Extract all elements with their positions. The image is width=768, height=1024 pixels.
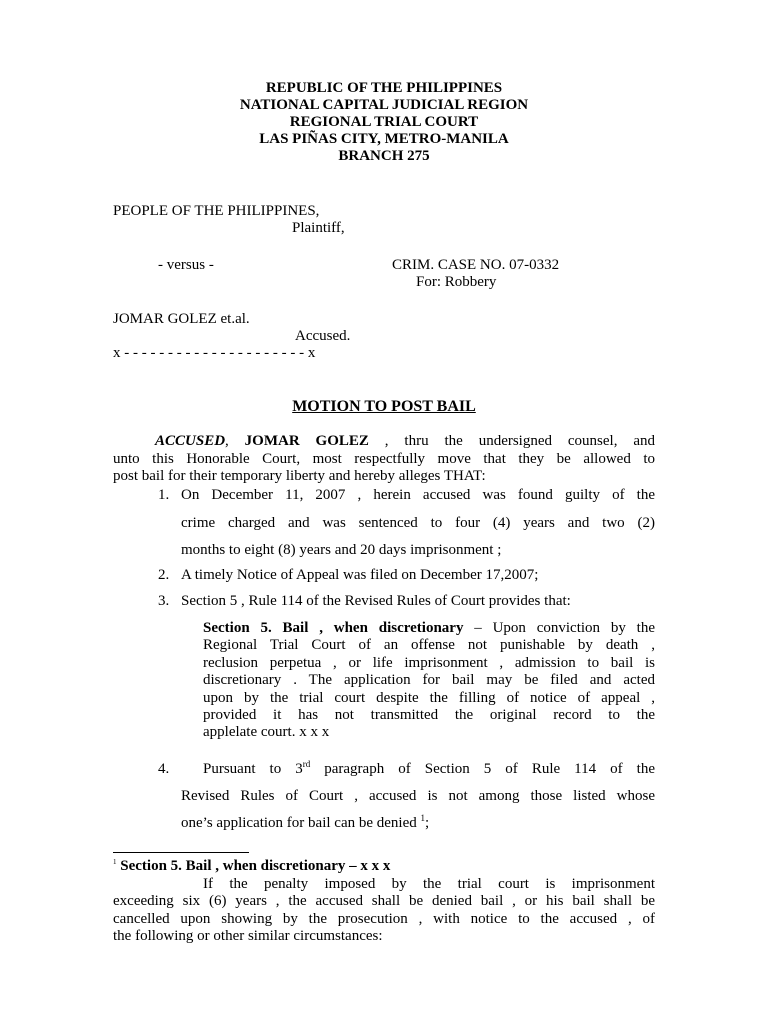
court-city: LAS PIÑAS CITY, METRO-MANILA [259,131,509,147]
item-2-line-1: A timely Notice of Appeal was filed on December 17,2007; [181,567,539,583]
footnote-ref: 1 [420,813,425,823]
court-branch: BRANCH 275 [338,148,430,164]
plaintiff-label: Plaintiff, [292,220,345,236]
footnote-mark: 1 [113,858,117,866]
footnote-line-3: cancelled upon showing by the prosecution , with notice to the accused , of [113,911,655,927]
footnote-line-2: exceeding six (6) years , the accused shall be denied bail , or his bail shall be [113,893,655,909]
plaintiff-name: PEOPLE OF THE PHILIPPINES, [113,203,320,219]
item-1-line-1: On December 11, 2007 , herein accused was found guilty of the [181,487,655,503]
item-4-line-2: Revised Rules of Court , accused is not among those listed whose [181,788,655,804]
case-offense: For: Robbery [416,274,497,290]
quote-line-5: upon by the trial court despite the filling of notice of appeal , [203,690,655,706]
quote-line-7: applelate court. x x x [203,724,330,740]
accused-full-name: JOMAR GOLEZ [244,433,369,449]
item-4-number: 4. [158,761,170,777]
quote-line-2: Regional Trial Court of an offense not punishable by death , [203,637,655,653]
intro-line-1 [155,433,655,450]
item-3-line-1: Section 5 , Rule 114 of the Revised Rules of Court provides that: [181,593,571,609]
item-1-number: 1. [158,487,170,503]
item-2-number: 2. [158,567,170,583]
item-4-line-1: Pursuant to 3rd paragraph of Section 5 of Rule 114 of the [203,759,655,777]
caption-separator: x - - - - - - - - - - - - - - - - - - - - - x [113,345,316,361]
quote-line-1: Section 5. Bail , when discretionary – Upon conviction by the [203,620,655,636]
footnote-line-4: the following or other similar circumstances: [113,928,383,944]
quote-heading: Section 5. Bail , when discretionary [203,620,464,636]
quote-line-3: reclusion perpetua , or life imprisonment , admission to bail is [203,655,655,671]
court-republic: REPUBLIC OF THE PHILIPPINES [265,80,503,96]
motion-title: MOTION TO POST BAIL [292,398,476,415]
case-number: CRIM. CASE NO. 07-0332 [392,257,560,273]
accused-word: ACCUSED [155,433,226,449]
item-1-line-3: months to eight (8) years and 20 days imprisonment ; [181,542,502,558]
intro-line-1-rest: , thru the undersigned counsel, and [368,433,656,449]
versus: - versus - [158,257,214,273]
intro-line-3: post bail for their temporary liberty and hereby alleges THAT: [113,468,486,484]
intro-comma: , [225,433,229,449]
footnote-heading-line: $^1$ Section 5. Bail , when discretionary – x x x [113,858,391,874]
intro-line-2: unto this Honorable Court, most respectfully move that they be allowed to [113,451,655,467]
quote-line-4: discretionary . The application for bail may be filed and acted [203,672,655,688]
footnote-line-1: If the penalty imposed by the trial court is imprisonment [203,876,655,892]
item-3-number: 3. [158,593,170,609]
quote-line-6: provided it has not transmitted the original record to the [203,707,655,723]
accused-label: Accused. [295,328,351,344]
court-region: NATIONAL CAPITAL JUDICIAL REGION [239,97,529,113]
accused-name: JOMAR GOLEZ et.al. [113,311,250,327]
court-name: REGIONAL TRIAL COURT [289,114,479,130]
footnote-rule [113,852,249,853]
item-1-line-2: crime charged and was sentenced to four (4) years and two (2) [181,515,655,531]
footnote-heading: Section 5. Bail , when discretionary [120,858,346,874]
item-4-line-3: one’s application for bail can be denied $^1$; [181,813,430,831]
